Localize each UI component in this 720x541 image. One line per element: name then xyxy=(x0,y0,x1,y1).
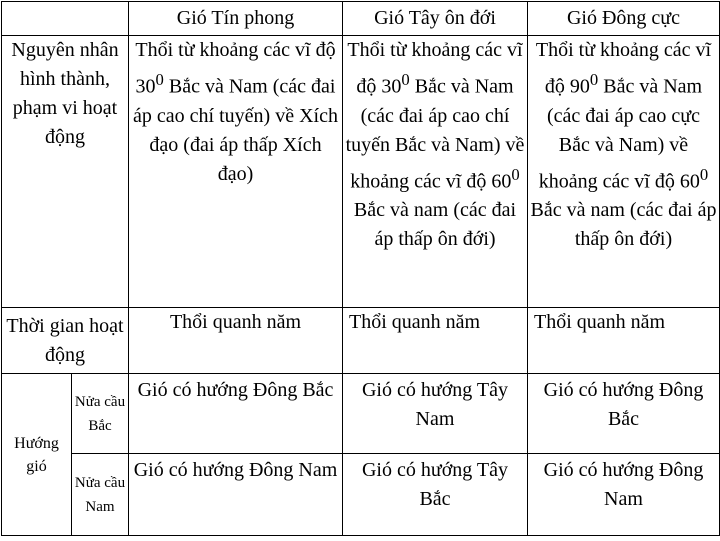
time-westerlies: Thổi quanh năm xyxy=(343,308,528,374)
origin-label: Nguyên nhân hình thành, phạm vi hoạt động xyxy=(2,36,129,308)
header-westerlies: Gió Tây ôn đới xyxy=(343,2,528,36)
header-polar-easterlies: Gió Đông cực xyxy=(528,2,720,36)
origin-westerlies: Thổi từ khoảng các vĩ độ $30^0$ Bắc và Nam (các đai áp cao chí tuyến Bắc và Nam) về khoảng các vĩ độ $60^0$ Bắc và nam (các đai áp thấp ôn đới) xyxy=(343,36,528,308)
direction-south-row xyxy=(2,454,720,536)
header-trade-winds: Gió Tín phong xyxy=(129,2,343,36)
south-trade-winds: Gió có hướng Đông Nam xyxy=(129,454,343,536)
time-trade-winds: Thổi quanh năm xyxy=(129,308,343,374)
north-westerlies: Gió có hướng Tây Nam xyxy=(343,374,528,454)
wind-comparison-table xyxy=(1,1,720,536)
origin-row xyxy=(2,36,720,308)
direction-label: Hướng gió xyxy=(2,374,72,536)
north-polar-easterlies: Gió có hướng Đông Bắc xyxy=(528,374,720,454)
time-label: Thời gian hoạt động xyxy=(2,308,129,374)
origin-polar-easterlies: Thổi từ khoảng các vĩ độ $90^0$ Bắc và Nam (các đai áp cao cực Bắc và Nam) về khoảng các vĩ độ $60^0$ Bắc và nam (các đai áp thấp ôn đới) xyxy=(528,36,720,308)
origin-trade-winds: Thổi từ khoảng các vĩ độ $30^0$ Bắc và Nam (các đai áp cao chí tuyến) về Xích đạo (đai áp thấp Xích đạo) xyxy=(129,36,343,308)
south-westerlies: Gió có hướng Tây Bắc xyxy=(343,454,528,536)
header-corner xyxy=(2,2,129,36)
direction-north-row xyxy=(2,374,720,454)
hemisphere-north: Nửa cầu Bắc xyxy=(72,374,129,454)
hemisphere-south: Nửa cầu Nam xyxy=(72,454,129,536)
time-row xyxy=(2,308,720,374)
north-trade-winds: Gió có hướng Đông Bắc xyxy=(129,374,343,454)
south-polar-easterlies: Gió có hướng Đông Nam xyxy=(528,454,720,536)
time-polar-easterlies: Thổi quanh năm xyxy=(528,308,720,374)
header-row xyxy=(2,2,720,36)
